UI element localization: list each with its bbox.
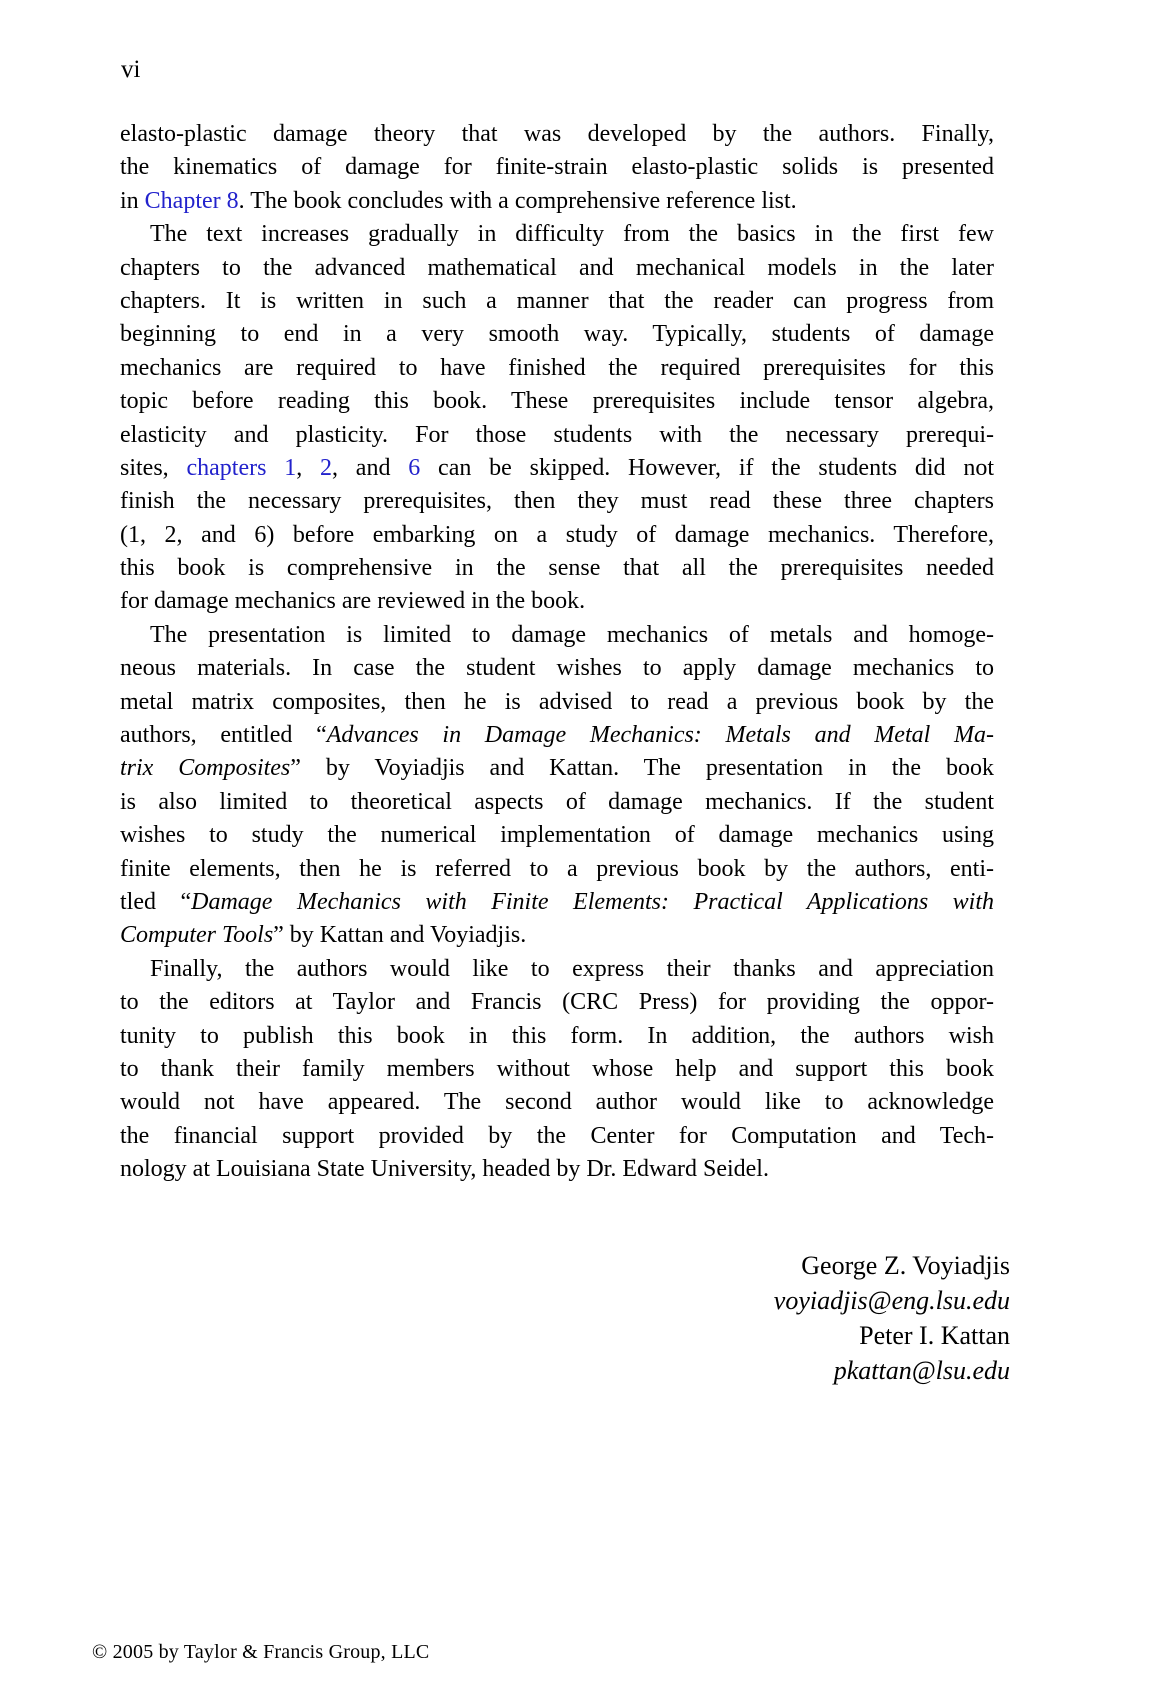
text-line — [120, 118, 994, 151]
copyright-notice: © 2005 by Taylor & Francis Group, LLC — [92, 1641, 430, 1663]
text-segment: would not have appeared. The second author would like to acknowledge — [120, 1089, 994, 1116]
text-segment: topic before reading this book. These prerequisites include tensor algebra, — [120, 388, 994, 415]
author-name-voyiadjis: George Z. Voyiadjis — [801, 1251, 1010, 1280]
text-line — [120, 1053, 994, 1086]
text-segment: . The book concludes with a comprehensive reference list. — [238, 187, 797, 214]
text-line — [120, 752, 994, 785]
text-line — [120, 719, 994, 752]
text-segment: nology at Louisiana State University, headed by Dr. Edward Seidel. — [120, 1156, 769, 1183]
text-segment: authors, entitled “ — [120, 722, 327, 749]
text-segment: tled “ — [120, 888, 192, 915]
text-segment: to the editors at Taylor and Francis (CRC Press) for providing the oppor- — [120, 989, 994, 1016]
text-line — [120, 485, 994, 518]
book-title-italic: Advances in Damage Mechanics: Metals and Metal Ma- — [326, 722, 994, 749]
text-segment: this book is comprehensive in the sense that all the prerequisites needed — [120, 555, 994, 582]
text-line — [120, 519, 994, 552]
text-line — [120, 1153, 994, 1186]
text-segment: neous materials. In case the student wishes to apply damage mechanics to — [120, 655, 994, 682]
author-email-voyiadjis: voyiadjis@eng.lsu.edu — [773, 1286, 1010, 1315]
chapter-1-link[interactable]: chapters 1 — [186, 454, 297, 481]
text-line — [120, 419, 994, 452]
preface-text-block — [120, 118, 994, 1187]
text-line — [120, 619, 994, 652]
text-line — [120, 1086, 994, 1119]
text-segment: is also limited to theoretical aspects of damage mechanics. If the student — [120, 788, 994, 815]
text-line — [120, 285, 994, 318]
text-segment: The presentation is limited to damage mechanics of metals and homoge- — [150, 621, 994, 648]
chapter-8-link[interactable]: Chapter 8 — [144, 187, 239, 214]
text-segment: , and — [332, 454, 409, 481]
text-line — [120, 853, 994, 886]
page-number: vi — [121, 56, 141, 83]
chapter-2-link[interactable]: 2 — [320, 454, 333, 481]
text-segment: , — [296, 454, 321, 481]
text-line — [120, 919, 994, 952]
text-segment: metal matrix composites, then he is advised to read a previous book by the — [120, 688, 994, 715]
text-segment: chapters. It is written in such a manner that the reader can progress from — [120, 287, 994, 314]
text-line — [120, 1120, 994, 1153]
text-line — [120, 786, 994, 819]
text-segment: finite elements, then he is referred to a previous book by the authors, enti- — [120, 855, 994, 882]
text-segment: mechanics are required to have finished the required prerequisites for this — [120, 354, 994, 381]
text-line — [120, 886, 994, 919]
text-segment: wishes to study the numerical implementation of damage mechanics using — [120, 822, 994, 849]
text-line — [120, 185, 994, 218]
text-line — [120, 1020, 994, 1053]
text-line — [120, 686, 994, 719]
text-segment: tunity to publish this book in this form. In addition, the authors wish — [120, 1022, 994, 1049]
text-line — [120, 151, 994, 184]
text-segment: to thank their family members without whose help and support this book — [120, 1055, 994, 1082]
text-line — [120, 318, 994, 351]
text-line — [120, 953, 994, 986]
text-line — [120, 986, 994, 1019]
text-segment: The text increases gradually in difficulty from the basics in the first few — [150, 221, 994, 248]
text-segment: ” by Voyiadjis and Kattan. The presentation in the book — [290, 755, 994, 782]
text-line — [120, 252, 994, 285]
text-segment: (1, 2, and 6) before embarking on a study of damage mechanics. Therefore, — [120, 521, 994, 548]
text-segment: for damage mechanics are reviewed in the book. — [120, 588, 586, 615]
text-line — [120, 352, 994, 385]
text-line — [120, 452, 994, 485]
text-segment: the kinematics of damage for finite-strain elasto-plastic solids is presented — [120, 154, 994, 181]
author-signature-block — [120, 1248, 1010, 1388]
text-line — [120, 218, 994, 251]
text-segment: elasticity and plasticity. For those students with the necessary prerequi- — [120, 421, 994, 448]
text-segment: can be skipped. However, if the students did not — [420, 454, 994, 481]
book-title-italic: Computer Tools — [120, 922, 274, 949]
text-line — [120, 652, 994, 685]
chapter-6-link[interactable]: 6 — [408, 454, 421, 481]
text-segment: elasto-plastic damage theory that was developed by the authors. Finally, — [120, 121, 994, 147]
text-segment: chapters to the advanced mathematical and mechanical models in the later — [120, 254, 994, 281]
text-segment: ” by Kattan and Voyiadjis. — [273, 922, 527, 949]
book-title-italic: trix Composites — [120, 755, 291, 782]
text-line — [120, 385, 994, 418]
author-email-kattan: pkattan@lsu.edu — [833, 1356, 1010, 1385]
text-line — [120, 552, 994, 585]
text-segment: Finally, the authors would like to express their thanks and appreciation — [150, 955, 994, 982]
text-line — [120, 585, 994, 618]
text-segment: beginning to end in a very smooth way. Typically, students of damage — [120, 321, 994, 348]
text-segment: in — [120, 187, 145, 214]
text-segment: finish the necessary prerequisites, then they must read these three chapters — [120, 488, 994, 515]
book-title-italic: Damage Mechanics with Finite Elements: Practical Applications with — [191, 888, 994, 915]
text-segment: the financial support provided by the Center for Computation and Tech- — [120, 1122, 994, 1149]
text-segment: sites, — [120, 454, 187, 481]
text-line — [120, 819, 994, 852]
author-name-kattan: Peter I. Kattan — [859, 1321, 1010, 1350]
